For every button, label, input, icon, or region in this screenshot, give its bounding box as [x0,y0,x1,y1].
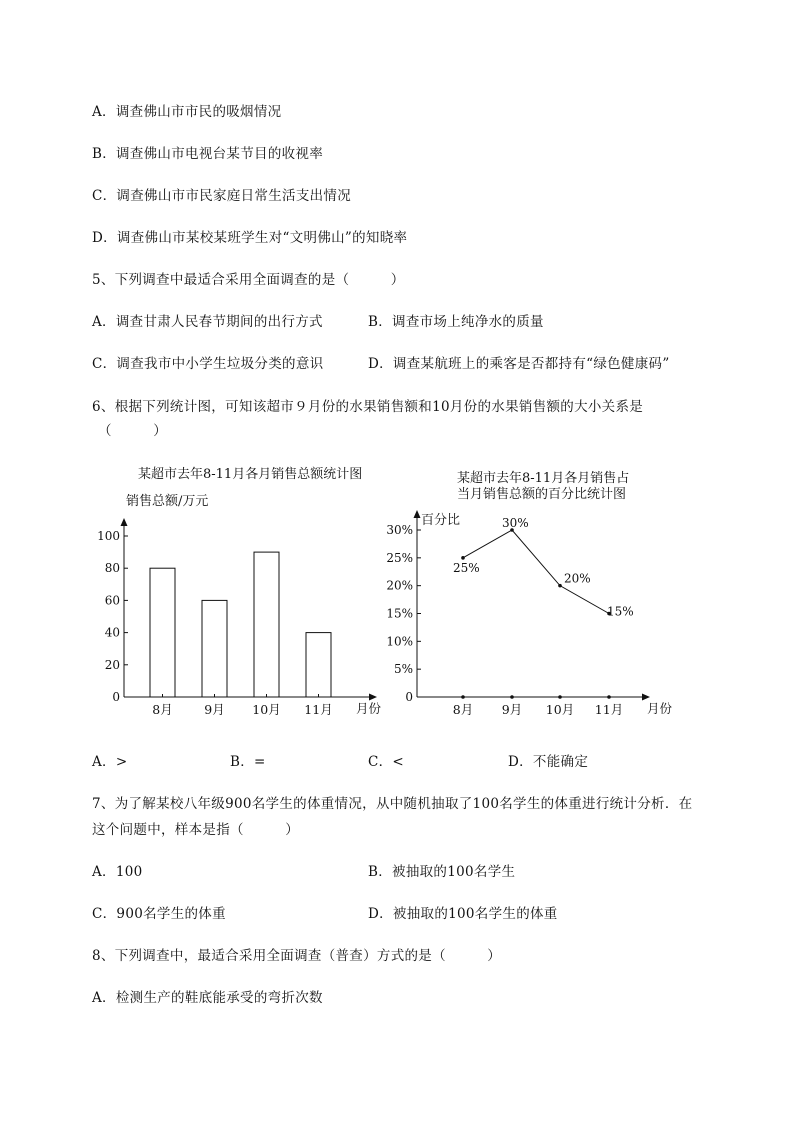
line-data-label: 30% [502,516,529,530]
q5-option-d: D．调查某航班上的乘客是否都持有“绿色健康码” [368,356,670,372]
q7-stem-line1: 7、为了解某校八年级900名学生的体重情况，从中随机抽取了100名学生的体重进行统计分析．在 [92,796,693,812]
q7-option-d: D．被抽取的100名学生的体重 [368,906,558,922]
line-x-tick-dot [607,695,611,699]
q5-option-c: C．调查我市中小学生垃圾分类的意识 [92,356,324,372]
q5-stem: 5、下列调查中最适合采用全面调查的是（ ） [92,272,405,288]
bar-chart-ylabel: 销售总额/万元 [126,494,209,509]
bar-x-tick-label: 9月 [204,702,225,717]
q4-option-a: A．调查佛山市市民的吸烟情况 [92,104,282,120]
bar-chart-title: 某超市去年8-11月各月销售总额统计图 [138,467,363,482]
q6-stem-line1: 6、根据下列统计图，可知该超市９月份的水果销售额和10月份的水果销售额的大小关系是 [92,399,644,415]
line-y-tick-label: 10% [386,634,413,649]
q6-option-c: C．< [368,754,405,770]
line-y-tick-label: 20% [386,578,413,593]
line-x-tick-label: 9月 [501,702,523,717]
bar-11月 [306,633,331,697]
q7-option-c: C．900名学生的体重 [92,906,226,922]
bar-x-axis-arrow [369,694,377,701]
bar-y-tick-label: 20 [104,657,120,672]
line-y-tick-label: 0 [405,690,413,704]
bar-y-tick-label: 100 [97,529,120,543]
line-data-label: 20% [564,571,591,586]
q6-option-d: D．不能确定 [508,754,589,770]
bar-8月 [150,568,175,697]
line-chart-title-line2: 当月销售总额的百分比统计图 [457,487,627,502]
line-x-tick-label: 11月 [594,702,624,717]
q6-option-b: B．= [230,754,266,770]
line-x-tick-label: 8月 [452,702,474,717]
q7-option-b: B．被抽取的100名学生 [368,864,516,880]
line-y-axis-arrow [414,510,421,518]
bar-y-axis-arrow [121,518,128,526]
line-chart-xlabel: 月份 [647,701,673,716]
bar-y-tick-label: 80 [104,561,120,576]
q4-option-b: B．调查佛山市电视台某节目的收视率 [92,146,324,162]
bar-chart [92,458,392,733]
q8-stem: 8、下列调查中，最适合采用全面调查（普查）方式的是（ ） [92,948,502,964]
bar-x-tick-label: 10月 [252,702,281,717]
q7-stem-line2: 这个问题中，样本是指（ ） [92,822,299,838]
line-data-label: 15% [607,604,634,619]
bar-y-tick-label: 60 [104,593,120,608]
line-y-tick-label: 30% [386,523,413,537]
line-y-tick-label: 5% [393,662,413,677]
bar-9月 [202,600,227,697]
line-x-tick-dot [461,695,465,699]
q7-option-a: A．100 [92,864,143,880]
line-chart-ylabel: 百分比 [421,513,461,528]
line-x-tick-dot [558,695,562,699]
q4-option-c: C．调查佛山市市民家庭日常生活支出情况 [92,188,352,204]
line-chart [385,458,685,733]
line-point-10月 [558,584,562,588]
q6-option-a: A．> [92,754,128,770]
line-y-tick-label: 15% [386,606,413,621]
line-data-label: 25% [453,560,480,575]
line-x-tick-label: 10月 [545,702,575,717]
q6-stem-line2: （ ） [98,423,167,439]
bar-x-tick-label: 11月 [304,702,333,717]
q4-option-d: D．调查佛山市某校某班学生对“文明佛山”的知晓率 [92,230,408,246]
bar-chart-xlabel: 月份 [356,701,382,716]
line-y-tick-label: 25% [386,550,413,565]
bar-y-tick-label: 40 [104,625,120,640]
q8-option-a: A．检测生产的鞋底能承受的弯折次数 [92,990,323,1006]
bar-y-tick-label: 0 [112,690,120,704]
bar-x-tick-label: 8月 [152,702,173,717]
q5-option-a: A．调查甘肃人民春节期间的出行方式 [92,314,323,330]
q5-option-b: B．调查市场上纯净水的质量 [368,314,544,330]
line-chart-title-line1: 某超市去年8-11月各月销售占 [457,471,630,486]
bar-10月 [254,552,279,697]
line-x-tick-dot [510,695,514,699]
line-point-8月 [461,556,465,560]
line-x-axis-arrow [642,694,650,701]
